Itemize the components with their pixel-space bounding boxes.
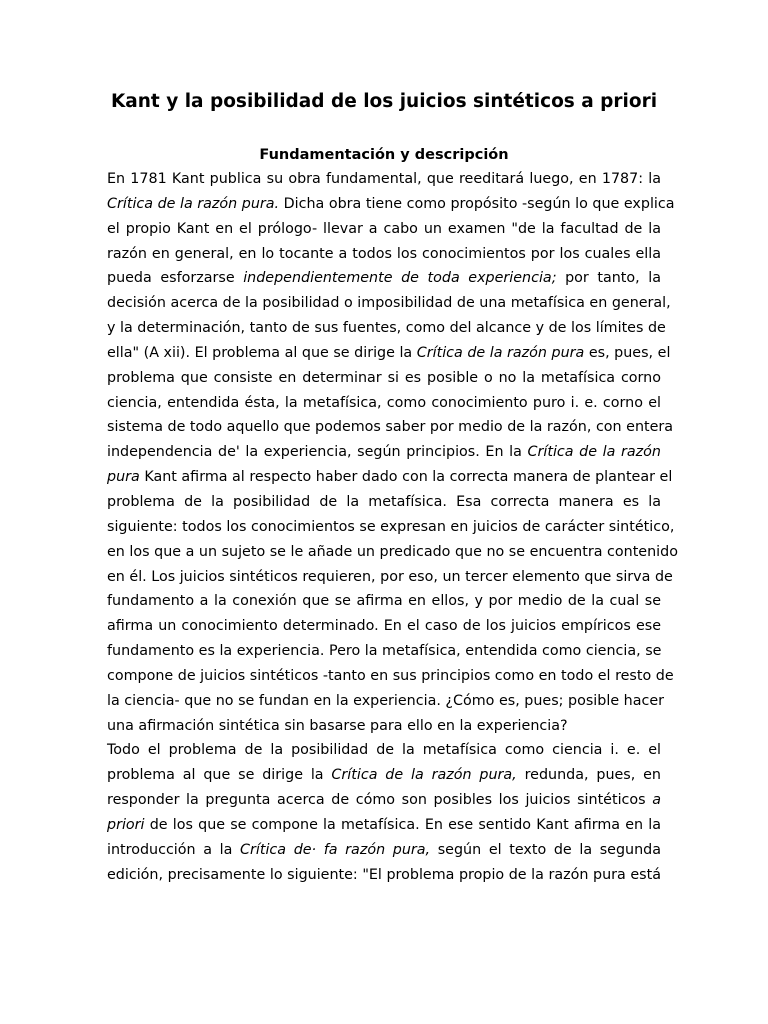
text-segment: sistema de todo aquello que podemos saber por medio de la razón, con entera bbox=[107, 419, 674, 436]
text-segment: ella" (A xii). El problema al que se dirige la bbox=[107, 344, 417, 361]
text-line bbox=[107, 714, 661, 739]
text-line bbox=[107, 167, 661, 192]
text-segment: el propio Kant en el prólogo- llevar a cabo un examen "de la facultad de la bbox=[107, 220, 661, 237]
text-segment: fundamento es la experiencia. Pero la metafísica, entendida como ciencia, se bbox=[107, 643, 662, 660]
text-segment: Kant afirma al respecto haber dado con la correcta manera de plantear el bbox=[139, 469, 673, 486]
body-text bbox=[107, 167, 678, 887]
text-segment: razón en general, en lo tocante a todos los conocimientos por los cuales ella bbox=[107, 245, 661, 262]
text-segment: responder la pregunta acerca de cómo son posibles los juicios sintéticos bbox=[107, 792, 653, 809]
text-segment: compone de juicios sintéticos -tanto en sus principios como en todo el resto de bbox=[107, 667, 674, 684]
text-segment: siguiente: todos los conocimientos se expresan en juicios de carácter sintético, bbox=[107, 518, 675, 535]
document-title: Kant y la posibilidad de los juicios sintéticos a priori bbox=[110, 91, 658, 112]
text-segment: Dicha obra tiene como propósito -según lo que explica bbox=[279, 195, 675, 212]
text-line bbox=[107, 589, 661, 614]
text-segment: problema de la posibilidad de la metafísica. Esa correcta manera es la bbox=[107, 493, 661, 510]
text-segment: ciencia, entendida ésta, la metafísica, como conocimiento puro i. e. corno el bbox=[107, 394, 661, 411]
text-segment: problema que consiste en determinar si es posible o no la metafísica corno bbox=[107, 369, 661, 386]
text-segment: y la determinación, tanto de sus fuentes, como del alcance y de los límites de bbox=[107, 320, 666, 337]
text-segment: una afirmación sintética sin basarse para ello en la experiencia? bbox=[107, 717, 568, 734]
text-line bbox=[107, 838, 661, 863]
text-line bbox=[107, 540, 678, 565]
text-line bbox=[107, 664, 674, 689]
text-line bbox=[107, 440, 661, 465]
italic-text: Crítica de· fa razón pura, bbox=[240, 841, 431, 858]
text-line bbox=[107, 341, 671, 366]
text-line bbox=[107, 217, 661, 242]
text-segment: problema al que se dirige la bbox=[107, 767, 332, 784]
text-segment: fundamento a la conexión que se afirma en ellos, y por medio de la cual se bbox=[107, 593, 661, 610]
text-segment: en él. Los juicios sintéticos requieren, por eso, un tercer elemento que sirva de bbox=[107, 568, 673, 585]
italic-text: Crítica de la razón pura bbox=[416, 344, 585, 361]
text-segment: Todo el problema de la posibilidad de la metafísica como ciencia i. e. el bbox=[107, 742, 661, 759]
text-line bbox=[107, 788, 661, 813]
text-line bbox=[107, 366, 661, 391]
text-line bbox=[107, 490, 661, 515]
text-segment: según el texto de la segunda bbox=[430, 841, 661, 858]
text-line bbox=[107, 863, 661, 888]
text-line bbox=[107, 639, 661, 664]
text-line bbox=[107, 465, 673, 490]
text-line bbox=[107, 316, 666, 341]
text-segment: pueda esforzarse bbox=[107, 270, 244, 287]
italic-text: Crítica de la razón bbox=[527, 444, 661, 461]
text-line bbox=[107, 415, 674, 440]
italic-text: a bbox=[652, 792, 661, 809]
text-line bbox=[107, 391, 661, 416]
italic-text: priori bbox=[107, 816, 145, 833]
text-line bbox=[107, 763, 661, 788]
text-line bbox=[107, 242, 661, 267]
text-segment: decisión acerca de la posibilidad o imposibilidad de una metafísica en general, bbox=[107, 295, 671, 312]
italic-text: Crítica de la razón pura. bbox=[107, 195, 280, 212]
text-line bbox=[107, 565, 673, 590]
text-segment: edición, precisamente lo siguiente: "El problema propio de la razón pura está bbox=[107, 866, 661, 883]
text-segment: es, pues, el bbox=[584, 344, 671, 361]
section-heading: Fundamentación y descripción bbox=[259, 147, 509, 163]
italic-text: independientemente de toda experiencia; bbox=[243, 270, 557, 287]
italic-text: Crítica de la razón pura, bbox=[331, 767, 517, 784]
text-segment: de los que se compone la metafísica. En ese sentido Kant afirma en la bbox=[144, 816, 661, 833]
text-segment: por tanto, la bbox=[556, 270, 661, 287]
text-line bbox=[107, 192, 675, 217]
text-line bbox=[107, 515, 675, 540]
text-line bbox=[107, 614, 661, 639]
text-line bbox=[107, 813, 661, 838]
text-line bbox=[107, 689, 665, 714]
text-line bbox=[107, 738, 661, 763]
text-segment: en los que a un sujeto se le añade un predicado que no se encuentra contenido bbox=[107, 543, 678, 560]
text-segment: afirma un conocimiento determinado. En el caso de los juicios empíricos ese bbox=[107, 618, 661, 635]
text-segment: independencia de' la experiencia, según principios. En la bbox=[107, 444, 528, 461]
text-line bbox=[107, 291, 671, 316]
italic-text: pura bbox=[107, 469, 140, 486]
text-segment: redunda, pues, en bbox=[516, 767, 661, 784]
text-segment: la ciencia- que no se fundan en la experiencia. ¿Cómo es, pues; posible hacer bbox=[107, 692, 665, 709]
text-segment: En 1781 Kant publica su obra fundamental, que reeditará luego, en 1787: la bbox=[107, 171, 661, 187]
text-line bbox=[107, 266, 661, 291]
text-segment: introducción a la bbox=[107, 841, 241, 858]
